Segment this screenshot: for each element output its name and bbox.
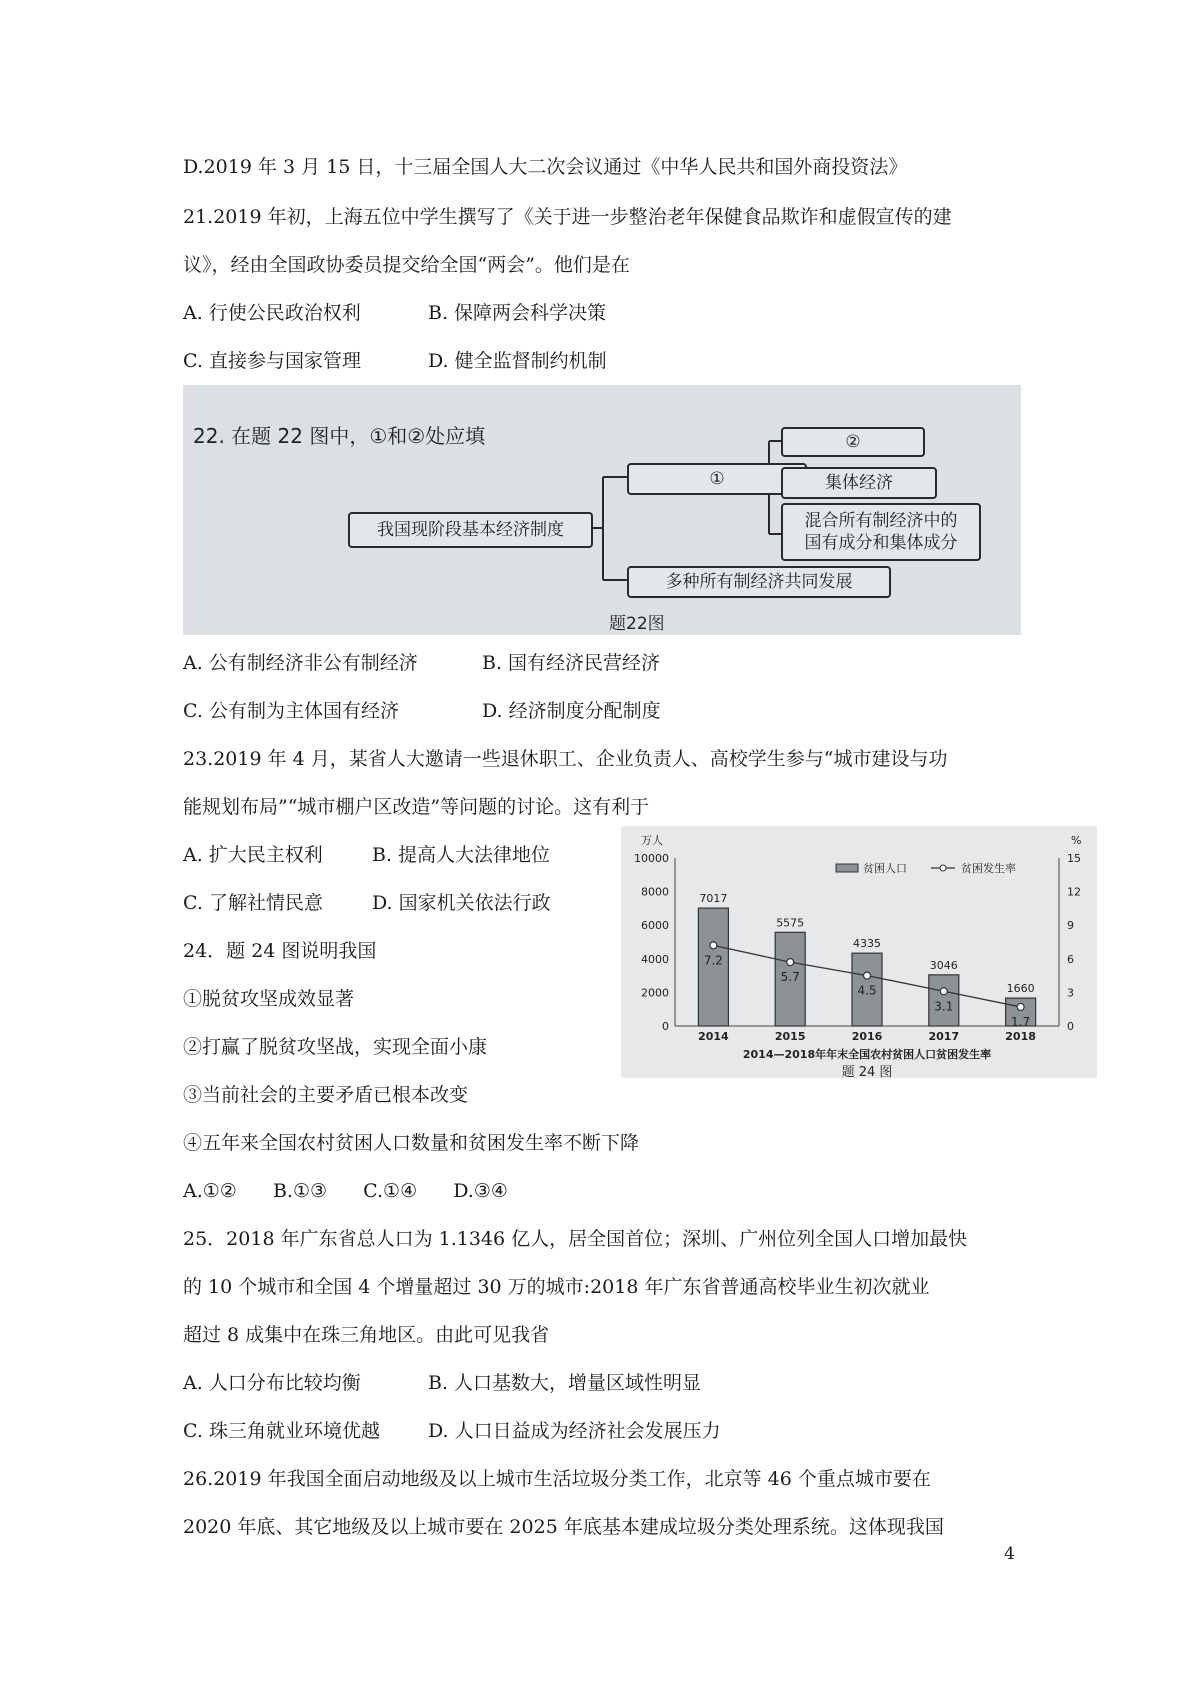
poverty-rate-point [1017, 1003, 1024, 1010]
q25-option-c: C. 珠三角就业环境优越 [183, 1420, 380, 1442]
q22-option-c: C. 公有制为主体国有经济 [183, 700, 399, 722]
q25-option-a: A. 人口分布比较均衡 [183, 1372, 361, 1394]
question-25-text: 25．2018 年广东省总人口为 1.1346 亿人，居全国首位；深圳、广州位列全国人口增加最快 [183, 1228, 968, 1250]
figure-22-diagram [183, 385, 1021, 635]
figure-22-caption: 题22图 [609, 614, 665, 634]
q25-option-d: D. 人口日益成为经济社会发展压力 [428, 1420, 721, 1442]
y-left-tick-label: 8000 [641, 885, 669, 899]
q21-option-d: D. 健全监督制约机制 [428, 350, 607, 372]
text-line: D.2019 年 3 月 15 日，十三届全国人大二次会议通过《中华人民共和国外商投资法》 [183, 156, 908, 178]
collective-economy-node: 集体经济 [781, 467, 937, 499]
y-right-tick-label: 3 [1067, 986, 1074, 1000]
y-right-tick-label: 12 [1067, 885, 1081, 899]
y-right-tick-label: 15 [1067, 852, 1081, 865]
bar-data-label: 3046 [929, 958, 958, 972]
bar-data-label: 5575 [776, 916, 805, 930]
poverty-rate-label: 4.5 [857, 983, 877, 998]
q22-option-d: D. 经济制度分配制度 [482, 700, 661, 722]
figure-24-chart [621, 826, 1097, 1078]
q21-option-a: A. 行使公民政治权利 [183, 302, 361, 324]
y-left-tick-label: 6000 [641, 919, 669, 933]
legend-line-marker [940, 865, 946, 871]
question-25-text-cont2: 超过 8 成集中在珠三角地区。由此可见我省 [183, 1324, 550, 1346]
legend-bar-label: 贫困人口 [863, 862, 907, 875]
question-21-text-cont: 议》，经由全国政协委员提交给全国“两会”。他们是在 [183, 254, 630, 276]
poverty-rate-point [940, 988, 947, 995]
question-25-text-cont: 的 10 个城市和全国 4 个增量超过 30 万的城市:2018 年广东省普通高校毕业生初次就业 [183, 1276, 930, 1298]
q23-option-c: C. 了解社情民意 [183, 892, 323, 914]
y-left-tick-label: 2000 [641, 986, 669, 1000]
poverty-rate-point [787, 959, 794, 966]
poverty-rate-label: 3.1 [934, 999, 954, 1014]
mixed-ownership-node: 混合所有制经济中的国有成分和集体成分 [781, 503, 981, 561]
bar-data-label: 1660 [1006, 982, 1035, 996]
question-24-text: 24．题 24 图说明我国 [183, 940, 377, 962]
y-right-tick-label: 6 [1067, 952, 1074, 966]
x-tick-label: 2018 [1005, 1030, 1036, 1043]
y-left-tick-label: 4000 [641, 952, 669, 966]
question-21-text: 21.2019 年初，上海五位中学生撰写了《关于进一步整治老年保健食品欺诈和虚假宣传的建 [183, 206, 952, 228]
page-number: 4 [1004, 1544, 1015, 1564]
question-23-text: 23.2019 年 4 月，某省人大邀请一些退休职工、企业负责人、高校学生参与“城市建设与功 [183, 748, 948, 770]
y-left-axis-label: 万人 [641, 834, 663, 847]
figure-22-title: 22. 在题 22 图中，①和②处应填 [193, 424, 486, 448]
q25-option-b: B. 人口基数大，增量区域性明显 [428, 1372, 702, 1394]
x-tick-label: 2016 [851, 1030, 883, 1043]
legend-bar-swatch [836, 864, 858, 872]
q21-option-c: C. 直接参与国家管理 [183, 350, 361, 372]
poverty-rate-label: 1.7 [1011, 1014, 1031, 1029]
x-tick-label: 2017 [928, 1030, 960, 1043]
multi-ownership-node: 多种所有制经济共同发展 [627, 566, 891, 598]
poverty-rate-point [864, 972, 871, 979]
y-right-axis-label: % [1071, 834, 1082, 847]
statement-3: ③当前社会的主要矛盾已根本改变 [183, 1084, 469, 1106]
y-left-tick-label: 0 [662, 1020, 669, 1033]
y-left-tick-label: 10000 [634, 852, 669, 865]
root-node: 我国现阶段基本经济制度 [348, 512, 593, 548]
poverty-rate-point [710, 942, 717, 949]
question-26-text-cont: 2020 年底、其它地级及以上城市要在 2025 年底基本建成垃圾分类处理系统。这体现我国 [183, 1516, 944, 1538]
poverty-rate-label: 7.2 [703, 953, 723, 968]
bar-data-label: 4335 [853, 937, 881, 951]
chart-caption: 题 24 图 [841, 1065, 893, 1078]
q23-option-b: B. 提高人大法律地位 [372, 844, 551, 866]
question-26-text: 26.2019 年我国全面启动地级及以上城市生活垃圾分类工作，北京等 46 个重点城市要在 [183, 1468, 931, 1490]
q24-options: A.①② B.①③ C.①④ D.③④ [183, 1180, 508, 1202]
chart-title: 2014—2018年年末全国农村贫困人口贫困发生率 [742, 1048, 992, 1061]
x-tick-label: 2015 [774, 1030, 806, 1043]
node-1: ① [627, 463, 807, 495]
y-right-tick-label: 0 [1067, 1020, 1074, 1033]
q22-option-b: B. 国有经济民营经济 [482, 652, 661, 674]
statement-1: ①脱贫攻坚成效显著 [183, 988, 355, 1010]
q22-option-a: A. 公有制经济非公有制经济 [183, 652, 418, 674]
node-2: ② [781, 427, 925, 457]
y-right-tick-label: 9 [1067, 919, 1074, 933]
statement-4: ④五年来全国农村贫困人口数量和贫困发生率不断下降 [183, 1132, 640, 1154]
x-tick-label: 2014 [698, 1030, 729, 1043]
q21-option-b: B. 保障两会科学决策 [428, 302, 607, 324]
question-23-text-cont: 能规划布局”“城市棚户区改造”等问题的讨论。这有利于 [183, 796, 650, 818]
statement-2: ②打赢了脱贫攻坚战，实现全面小康 [183, 1036, 488, 1058]
q23-option-d: D. 国家机关依法行政 [372, 892, 551, 914]
legend-line-label: 贫困发生率 [961, 862, 1016, 875]
bar-data-label: 7017 [699, 892, 728, 906]
poverty-rate-label: 5.7 [780, 970, 800, 985]
q23-option-a: A. 扩大民主权利 [183, 844, 323, 866]
